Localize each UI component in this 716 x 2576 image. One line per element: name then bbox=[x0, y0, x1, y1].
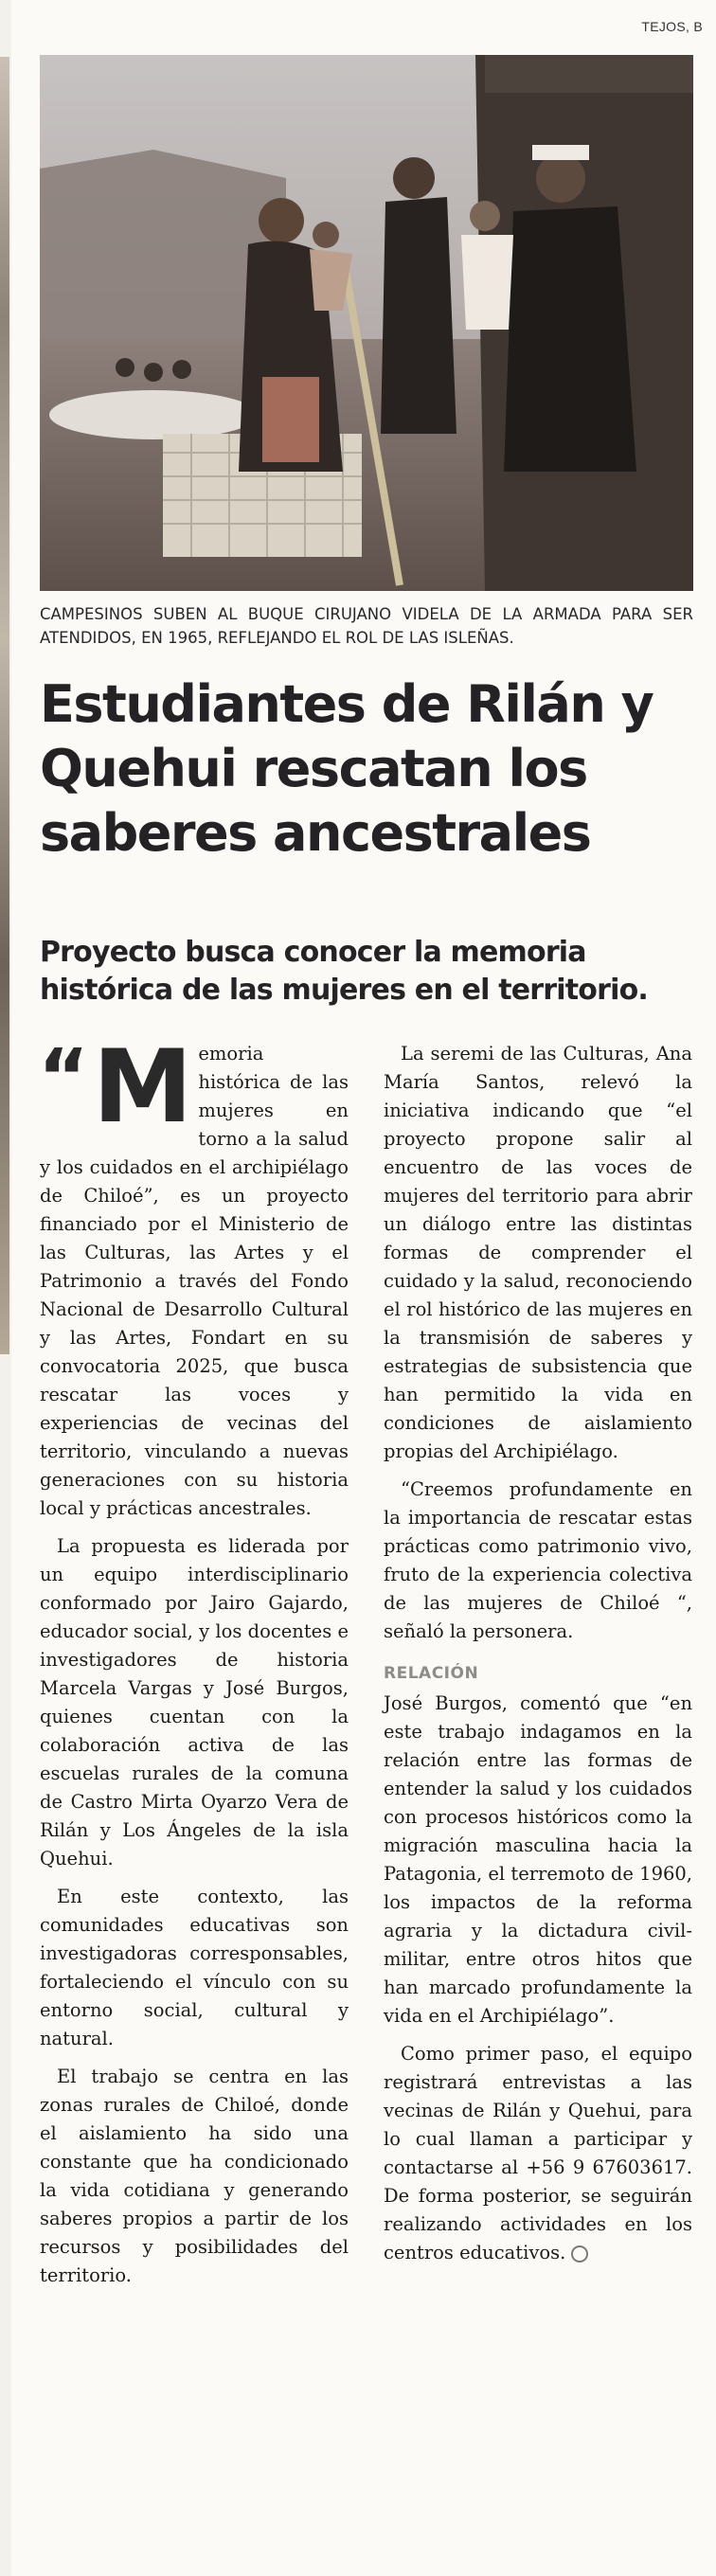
article-paragraph-6: “Creemos profundamente en la importancia de rescatar estas prácticas como patrimonio vivo, fruto de la experiencia colectiva de las mujeres de Chiloé “, señaló la personera. bbox=[384, 1478, 692, 1642]
photo-illustration-icon bbox=[40, 55, 693, 591]
paragraph-8-text: Como primer paso, el equipo registrará entrevistas a las vecinas de Rilán y Quehui, para lo cual llaman a participar y contactarse al +56 9 67603617. De forma posterior, se seguirán realizando actividades en los centros educativos. bbox=[384, 2043, 692, 2263]
article-paragraph-8 bbox=[384, 2040, 692, 2267]
article-paragraph-7: José Burgos, comentó que “en este trabajo indagamos en la relación entre las formas de entender la salud y los cuidados con procesos históricos como la migración masculina hacia la Patagonia, el terremoto de 1960, los impactos de la reforma agraria y la dictadura civil-militar, entre otros hitos que han marcado profundamente la vida en el Archipiélago”. bbox=[384, 1692, 692, 2027]
article-paragraph-2: La propuesta es liderada por un equipo interdisciplinario conformado por Jairo Gajardo, educador social, y los docentes e investigadores de historia Marcela Vargas y José Burgos, quienes cuentan con la colaboración activa de las escuelas rurales de la comuna de Castro Mirta Oyarzo Vera de Rilán y Los Ángeles de la isla Quehui. bbox=[40, 1535, 349, 1869]
article-paragraph-3: En este contexto, las comunidades educativas son investigadoras corresponsables, fortaleciendo el vínculo con su entorno social, cultural y natural. bbox=[40, 1886, 349, 2049]
adjacent-page-strip bbox=[0, 0, 11, 2576]
article-column-right bbox=[384, 1040, 692, 2277]
photo-caption: CAMPESINOS SUBEN AL BUQUE CIRUJANO VIDELA DE LA ARMADA PARA SER ATENDIDOS, EN 1965, REFLEJANDO EL ROL DE LAS ISLEÑAS. bbox=[40, 605, 693, 647]
headline: Estudiantes de Rilán y Quehui rescatan los saberes ancestrales bbox=[40, 674, 653, 863]
end-of-article-icon bbox=[571, 2245, 588, 2263]
article-paragraph-5: La seremi de las Culturas, Ana María Santos, relevó la iniciativa indicando que “el proyecto propone salir al encuentro de las voces de mujeres del territorio para abrir un diálogo entre las distintas formas de comprender el cuidado y la salud, reconociendo el rol histórico de las mujeres en la transmisión de saberes y estrategias de subsistencia que han permitido la vida en condiciones de aislamiento propias del Archipiélago. bbox=[384, 1043, 692, 1462]
adjacent-photo-edge bbox=[0, 57, 9, 1354]
opening-quote-icon: “ bbox=[38, 1033, 89, 1123]
subheadline: Proyecto busca conocer la memoria histórica de las mujeres en el territorio. bbox=[40, 936, 649, 1007]
section-subtitle: RELACIÓN bbox=[384, 1664, 479, 1683]
article-paragraph-1 bbox=[38, 1029, 349, 1523]
historic-photo bbox=[40, 55, 693, 591]
paragraph-1-text: emoria histórica de las mujeres en torno a la salud y los cuidados en el archipiélago de Chiloé”, es un proyecto financiado por el Ministerio de las Culturas, las Artes y el Patrimonio a través del Fondo Nacional de Desarrollo Cultural y las Artes, Fondart en su convocatoria 2025, que busca rescatar las voces y experiencias de vecinas del territorio, vinculando a nuevas generaciones con su historia local y prácticas ancestrales. bbox=[40, 1043, 349, 1519]
article-column-left bbox=[38, 1029, 349, 2299]
article-paragraph-4: El trabajo se centra en las zonas rurales de Chiloé, donde el aislamiento ha sido una constante que ha condicionado la vida cotidiana y generando saberes propios a partir de los recursos y posibilidades del territorio. bbox=[40, 2066, 349, 2286]
drop-cap: M bbox=[92, 1029, 193, 1145]
section-tag: TEJOS, B bbox=[641, 19, 703, 34]
